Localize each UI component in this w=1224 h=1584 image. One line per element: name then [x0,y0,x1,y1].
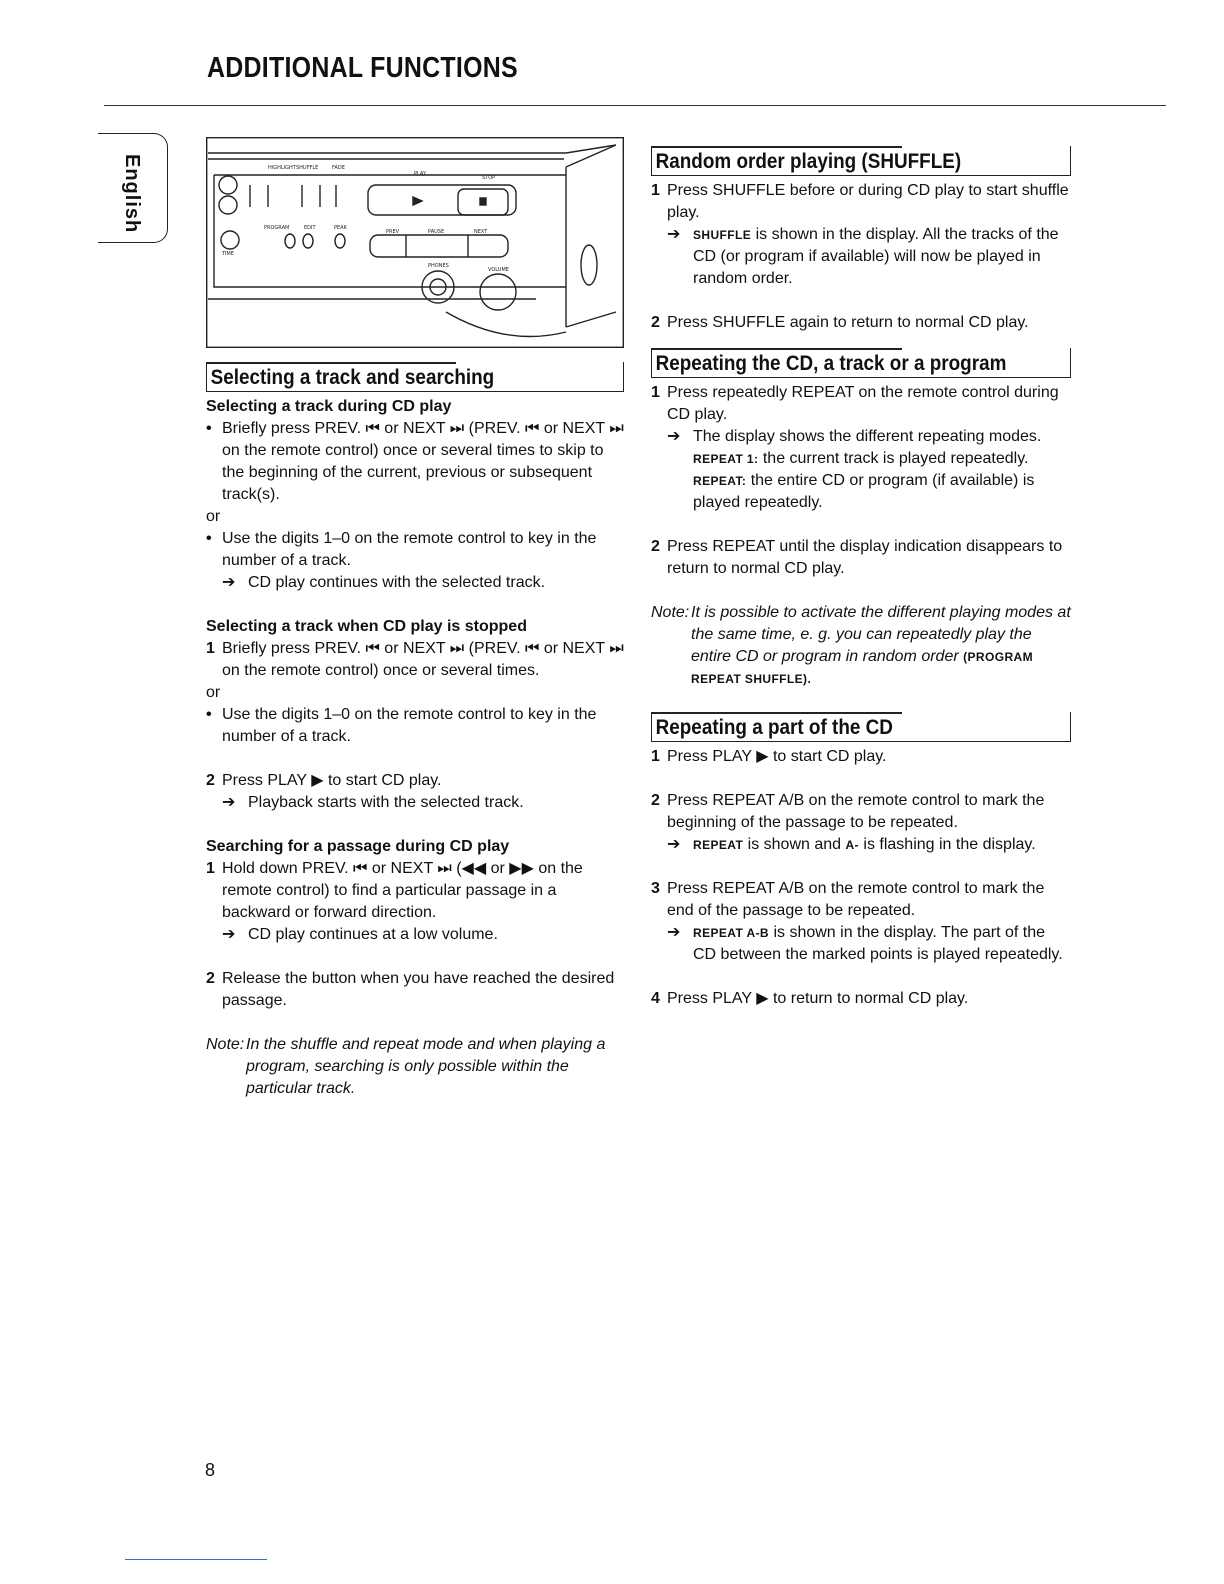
note-text: It is possible to activate the different playing modes at the same time, e. g. you can repeatedly play the entire CD or program in random order [691,604,1071,665]
step-item [651,878,1071,922]
result-text: is shown and [747,836,842,853]
step-number: 2 [206,970,215,987]
knob [335,234,345,248]
illustration-label: VOLUME [488,267,509,273]
illustration-label: PHONES [428,263,449,269]
step-number: 3 [651,880,660,897]
button-circle [219,196,237,214]
result-text: is shown in the display. The part of the CD between the marked points is played repeatedly. [693,924,1063,963]
bullet-item [206,704,624,748]
arrow-icon: ➔ [667,226,681,243]
step-item [651,382,1071,426]
section-title: Selecting a track and searching [210,366,495,389]
knob [303,234,313,248]
step-number: 1 [651,748,660,765]
step-text: Press PLAY ▶ to start CD play. [667,748,887,765]
subheading: Searching for a passage during CD play [206,838,510,855]
bullet-icon: • [206,530,212,547]
footer-rule [125,1559,267,1560]
mode-text: the current track is played repeatedly. [762,450,1029,467]
step-item [651,790,1071,834]
result-text: is flashing in the display. [863,836,1036,853]
result-text: CD play continues at a low volume. [248,926,498,943]
cd-player-illustration [206,137,624,348]
display-code: REPEAT A-B [693,926,769,940]
mode-text: the entire CD or program (if available) is played repeatedly. [693,472,1035,511]
illustration-label: EDIT [304,225,316,231]
step-number: 2 [206,772,215,789]
step-item [206,638,624,682]
bullet-text: Use the digits 1–0 on the remote control to key in the number of a track. [222,530,597,569]
illustration-label: HIGHLIGHT [268,165,296,171]
step-text: Press REPEAT until the display indication disappears to return to normal CD play. [667,538,1063,577]
illustration-label: SHUFFLE [296,165,319,171]
section-header-part [651,712,1071,742]
step-text: Press PLAY ▶ to start CD play. [222,772,442,789]
note-label: Note: [206,1036,245,1053]
language-tab [98,133,168,243]
step-text: Press REPEAT A/B on the remote control to mark the beginning of the passage to be repeated. [667,792,1045,831]
illustration-label: PLAY [414,171,427,177]
step-text: Press repeatedly REPEAT on the remote control during CD play. [667,384,1059,423]
step-item [651,180,1071,224]
result-line [651,224,1071,290]
arrow-icon: ➔ [222,794,236,811]
section-title: Repeating a part of the CD [655,716,893,739]
arrow-icon: ➔ [222,926,236,943]
bullet-text: Briefly press PREV. ⏮ or NEXT ⏭ (PREV. ⏮ or NEXT ⏭ on the remote control) once or several times to skip to the beginning of the current, previous or subsequent track(s). [222,420,624,503]
step-text: Press REPEAT A/B on the remote control to mark the end of the passage to be repeated. [667,880,1045,919]
step-number: 2 [651,538,660,555]
bullet-text: Use the digits 1–0 on the remote control to key in the number of a track. [222,706,597,745]
button-circle [221,231,239,249]
title-rule [104,105,1166,106]
display-code: REPEAT: [693,474,747,488]
bullet-item [206,528,624,572]
illustration-label: FADE [332,165,345,171]
right-column [651,146,1071,1010]
result-line [206,792,624,814]
step-item [651,536,1071,580]
illustration-label: STOP [482,175,496,181]
bullet-item [206,418,624,506]
display-code: REPEAT 1: [693,452,759,466]
result-line [651,922,1071,966]
result-text: is shown in the display. All the tracks of the CD (or program if available) will now be played in random order. [693,226,1059,287]
result-text: Playback starts with the selected track. [248,794,524,811]
subheading: Selecting a track during CD play [206,398,452,415]
result-line [206,572,624,594]
note [206,1034,624,1100]
left-column [206,362,624,1100]
mode-line [651,448,1071,470]
illustration-label: PREV [386,229,400,235]
step-item [206,770,624,792]
step-item [206,968,624,1012]
step-number: 1 [206,860,215,877]
stop-glyph [480,198,486,205]
arrow-icon: ➔ [222,574,236,591]
step-text: Press PLAY ▶ to return to normal CD play. [667,990,969,1007]
subheading: Selecting a track when CD play is stopped [206,618,527,635]
display-code: (PROGRAM REPEAT SHUFFLE). [691,650,1033,686]
note [651,602,1071,690]
page-title: ADDITIONAL FUNCTIONS [207,52,518,84]
step-text: Release the button when you have reached the desired passage. [222,970,615,1009]
step-item [651,988,1071,1010]
result-line [651,834,1071,856]
mode-line [651,470,1071,514]
step-item [651,312,1071,334]
display-code: A- [845,838,859,852]
step-number: 2 [651,314,660,331]
play-glyph [413,197,422,205]
step-text: Press SHUFFLE before or during CD play to start shuffle play. [667,182,1069,221]
arrow-icon: ➔ [667,836,681,853]
page-number: 8 [205,1460,216,1480]
section-header-repeat [651,348,1071,378]
arrow-icon: ➔ [667,924,681,941]
display-code: SHUFFLE [693,228,752,242]
step-text: Hold down PREV. ⏮ or NEXT ⏭ (◀◀ or ▶▶ on the remote control) to find a particular passage in a backward or forward direction. [222,860,583,921]
step-number: 1 [651,182,660,199]
step-number: 2 [651,792,660,809]
display-code: REPEAT [693,838,744,852]
section-header-selecting [206,362,624,392]
step-number: 4 [651,990,660,1007]
bullet-icon: • [206,706,212,723]
step-number: 1 [651,384,660,401]
illustration-label: PEAK [334,225,347,231]
step-text: Briefly press PREV. ⏮ or NEXT ⏭ (PREV. ⏮ or NEXT ⏭ on the remote control) once or several times. [222,640,624,679]
result-text: The display shows the different repeating modes. [693,428,1042,445]
illustration-label: PROGRAM [264,225,290,231]
step-text: Press SHUFFLE again to return to normal CD play. [667,314,1029,331]
step-item [206,858,624,924]
section-title: Repeating the CD, a track or a program [655,352,1007,375]
or-text: or [206,508,221,525]
knob [285,234,295,248]
note-text: In the shuffle and repeat mode and when playing a program, searching is only possible within the particular track. [246,1036,606,1097]
result-text: CD play continues with the selected track. [248,574,546,591]
side-dial [581,245,597,285]
illustration-label: TIME [222,251,235,257]
bullet-icon: • [206,420,212,437]
illustration-label: NEXT [474,229,488,235]
step-number: 1 [206,640,215,657]
arrow-icon: ➔ [667,428,681,445]
section-header-shuffle [651,146,1071,176]
language-tab-label: English [121,154,143,234]
button-circle [219,176,237,194]
or-text: or [206,684,221,701]
result-line [206,924,624,946]
note-label: Note: [651,604,690,621]
volume-knob [480,274,516,310]
section-title: Random order playing (SHUFFLE) [655,150,962,173]
result-line [651,426,1071,448]
illustration-label: PAUSE [428,229,445,235]
step-item [651,746,1071,768]
transport-buttons [370,235,508,257]
